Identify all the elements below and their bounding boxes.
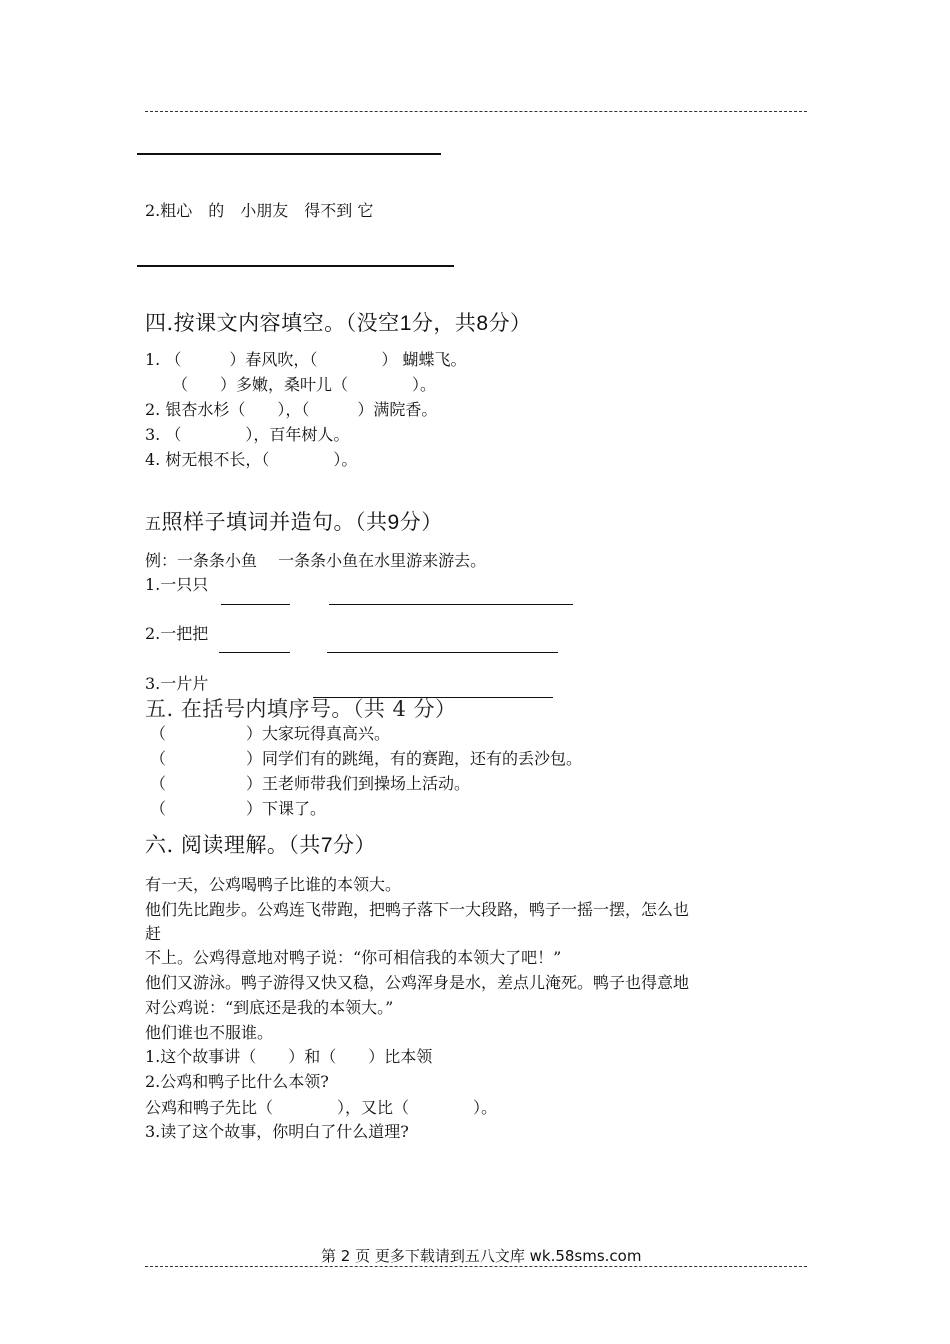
page-footer: 第 2 页 更多下载请到五八文库 wk.58sms.com: [321, 1247, 642, 1265]
answer-line: [137, 265, 454, 267]
question-text: 2.粗心 的 小朋友 得不到 它: [145, 201, 374, 220]
story-paragraph: 他们谁也不服谁。: [145, 1023, 274, 1042]
story-paragraph: 他们先比跑步。公鸡连飞带跑，把鸭子落下一大段路，鸭子一摇一摆，怎么也: [145, 900, 690, 919]
bottom-dashed-divider: [145, 1266, 807, 1267]
fill-blank-line: 1. （ ）春风吹，（ ） 蝴蝶飞。: [145, 350, 467, 369]
story-paragraph: 他们又游泳。鸭子游得又快又稳，公鸡浑身是水，差点儿淹死。鸭子也得意地: [145, 973, 690, 992]
top-dashed-divider: [145, 111, 807, 112]
fill-blank-line: 3. （ ），百年树人。: [145, 425, 350, 444]
fill-blank-line: 4. 树无根不长，（ ）。: [145, 450, 358, 469]
comprehension-question: 3.读了这个故事，你明白了什么道理?: [145, 1122, 409, 1141]
section-heading: [145, 308, 532, 339]
exercise-item: 3.一片片: [145, 674, 209, 693]
ordering-item: （ ）同学们有的跳绳，有的赛跑，还有的丢沙包。: [150, 749, 583, 768]
exercise-item: 1.一只只: [145, 575, 209, 594]
comprehension-question: 2.公鸡和鸭子比什么本领?: [145, 1072, 329, 1091]
example-line: 例：一条条小鱼 一条条小鱼在水里游来游去。: [145, 551, 487, 570]
heading-text: 分）: [488, 311, 532, 335]
heading-number: 9: [387, 511, 400, 534]
answer-line: [221, 604, 290, 605]
ordering-item: （ ）大家玩得真高兴。: [150, 724, 391, 743]
heading-text: 四.按课文内容填空。（没空: [145, 311, 400, 335]
section-heading: [145, 830, 376, 861]
heading-text: 五: [145, 514, 162, 533]
heading-number: 7: [320, 834, 334, 857]
ordering-item: （ ）王老师带我们到操场上活动。: [150, 774, 471, 793]
heading-text: 六. 阅读理解。（共: [145, 833, 321, 857]
comprehension-question: 公鸡和鸭子先比（ ），又比（ ）。: [145, 1098, 498, 1117]
answer-line: [137, 153, 441, 155]
exercise-item: 2.一把把: [145, 624, 209, 643]
heading-text: 分，共: [411, 311, 477, 335]
heading-number: 1: [399, 312, 412, 335]
answer-line: [313, 697, 553, 698]
story-paragraph: 不上。公鸡得意地对鸭子说：“你可相信我的本领大了吧！”: [145, 948, 562, 967]
heading-text: 照样子填词并造句。（共: [161, 510, 388, 534]
heading-number: 8: [476, 312, 489, 335]
ordering-item: （ ）下课了。: [150, 799, 327, 818]
fill-blank-line: （ ）多嫩，桑叶儿（ ）。: [172, 375, 437, 394]
story-paragraph: 有一天，公鸡喝鸭子比谁的本领大。: [145, 875, 402, 894]
story-paragraph: 对公鸡说：“到底还是我的本领大。”: [145, 998, 394, 1017]
answer-line: [327, 652, 558, 653]
section-heading: 五. 在括号内填序号。（共 4 分）: [145, 697, 457, 721]
comprehension-question: 1.这个故事讲（ ）和（ ）比本领: [145, 1047, 433, 1066]
fill-blank-line: 2. 银杏水杉（ ），（ ）满院香。: [145, 400, 438, 419]
answer-line: [329, 604, 573, 605]
section-heading: [145, 507, 443, 539]
heading-text: 分）: [333, 833, 377, 857]
heading-text: 分）: [399, 510, 443, 534]
answer-line: [219, 652, 290, 653]
story-paragraph: 赶: [145, 924, 162, 943]
